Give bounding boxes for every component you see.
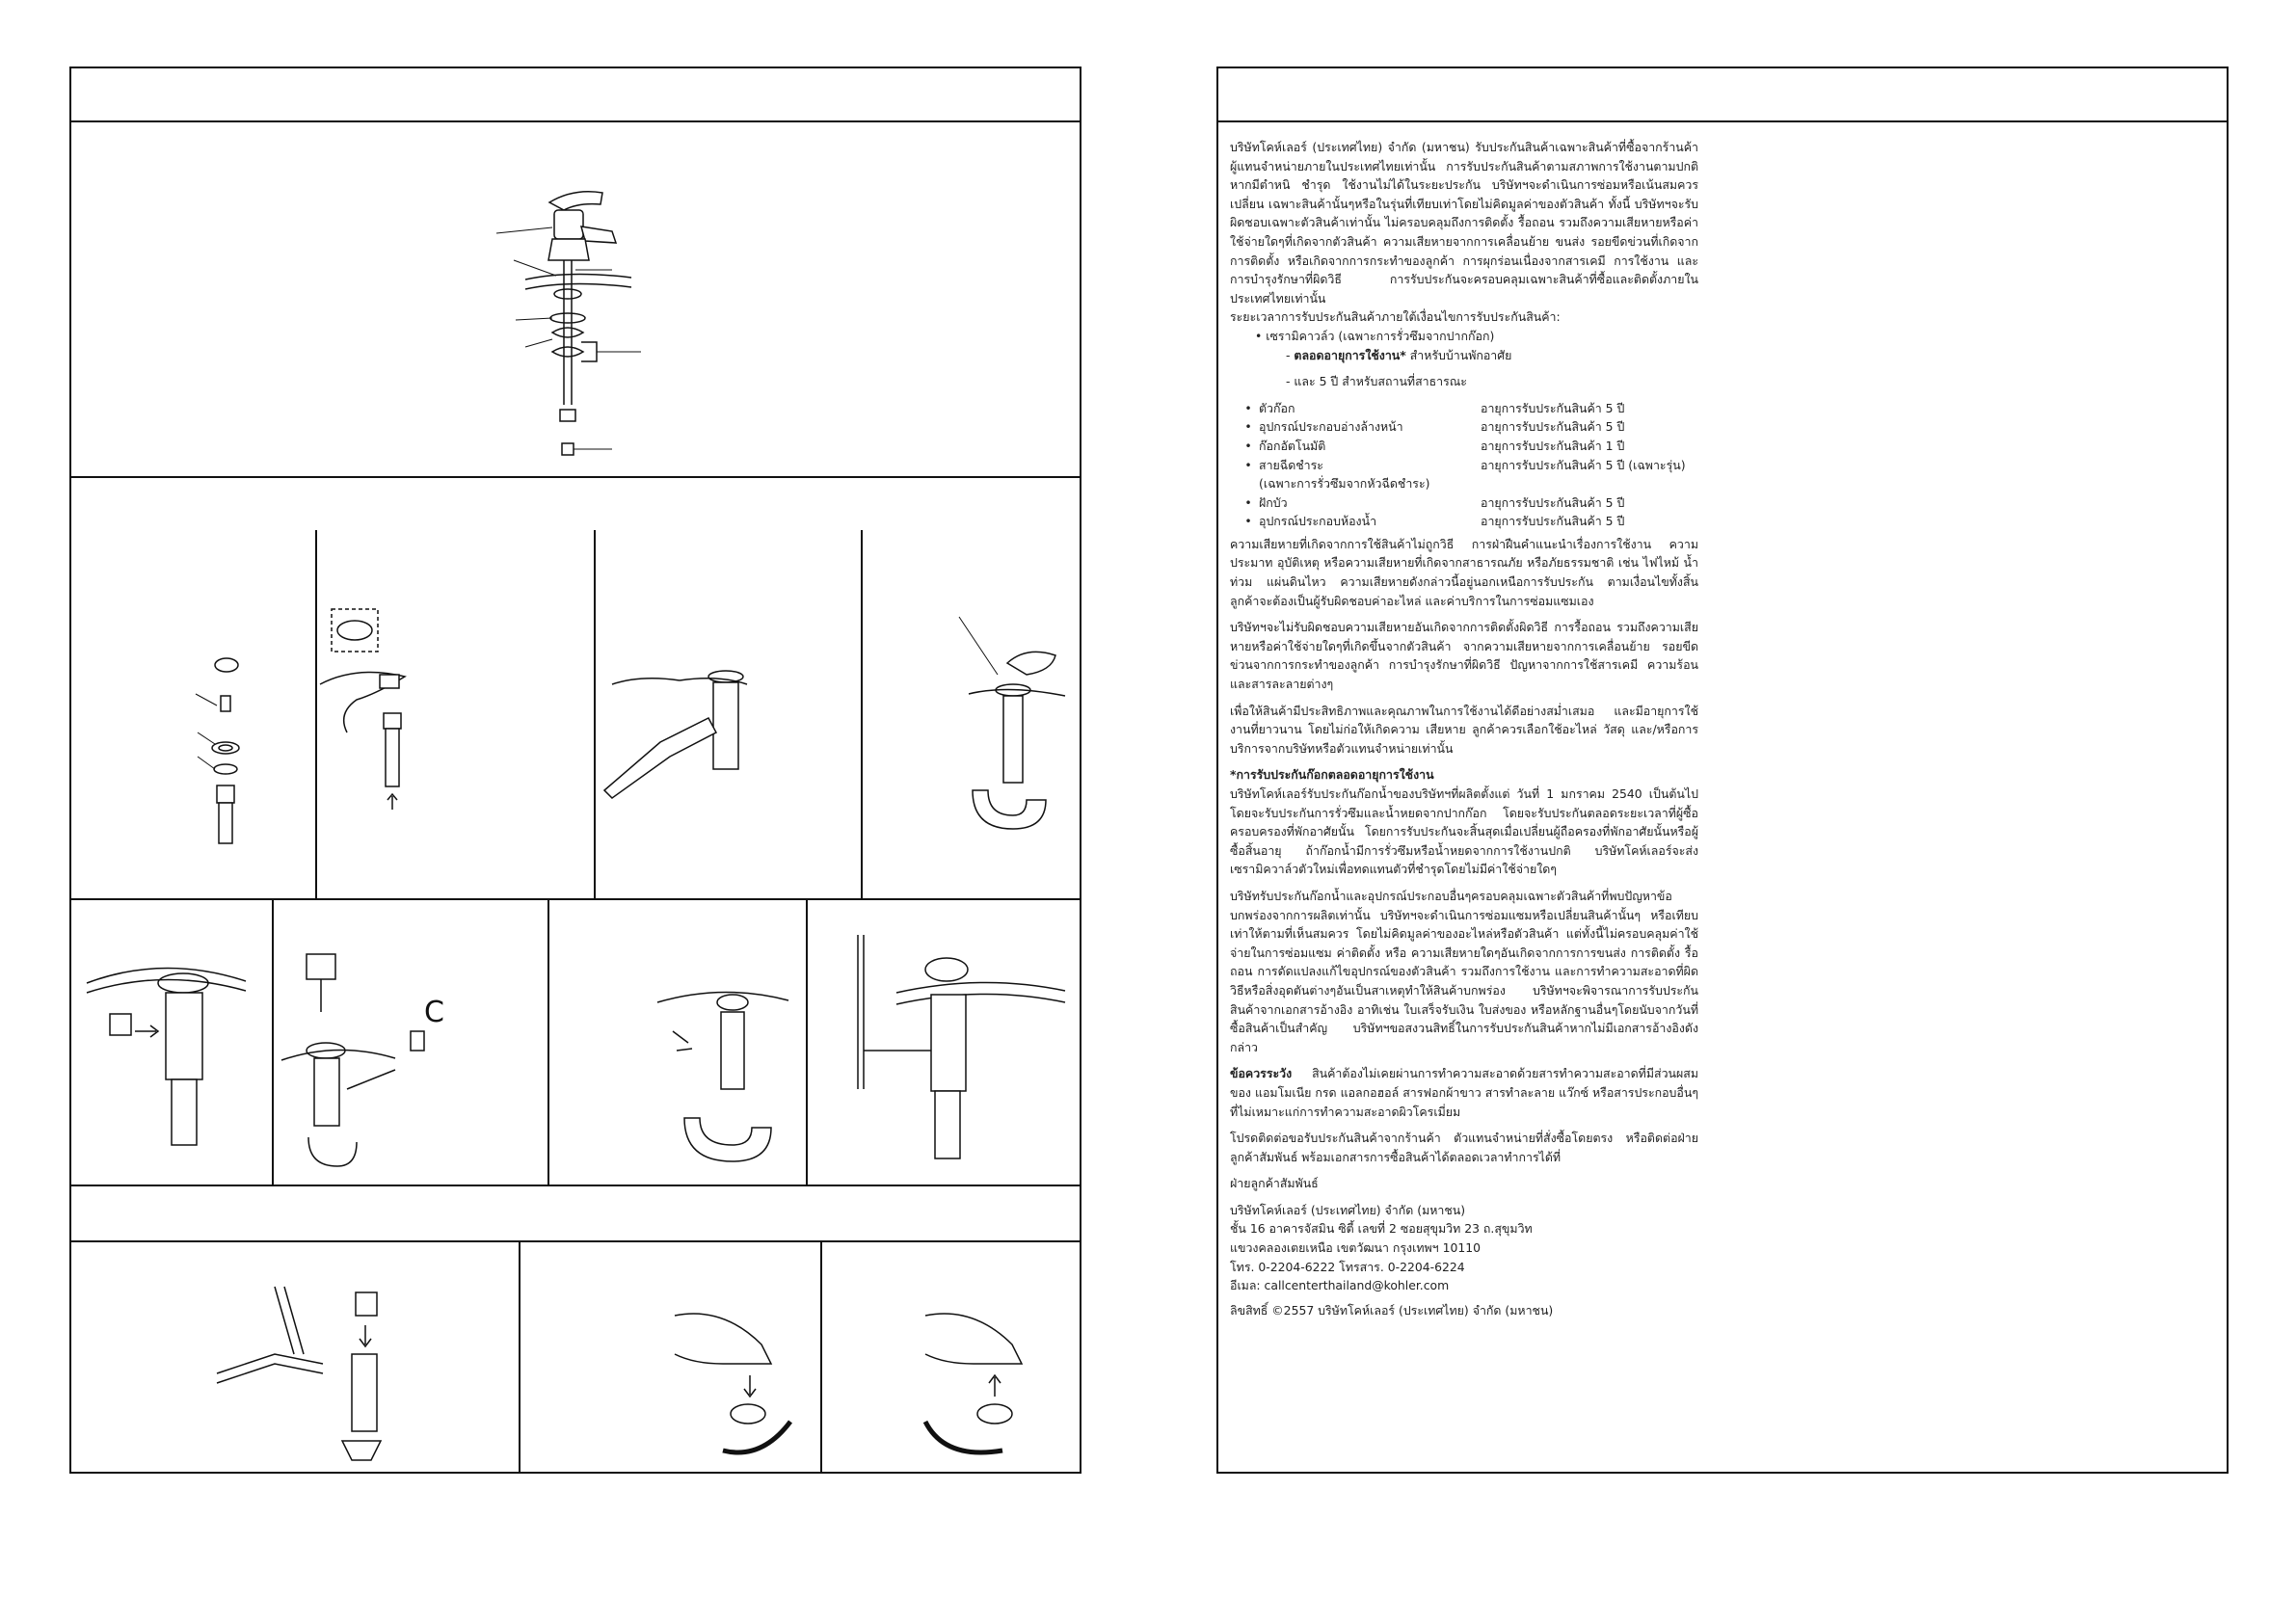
left-row-divider-4 xyxy=(69,1240,1081,1242)
address-line: ชั้น 16 อาคารจัสมิน ซิตี้ เลขที่ 2 ซอยสุขุมวิท 23 ถ.สุขุมวิท xyxy=(1230,1221,1533,1237)
drain-nut-illustration xyxy=(77,954,251,1147)
address-line: แขวงคลองเตยเหนือ เขตวัฒนา กรุงเทพฯ 10110 xyxy=(1230,1240,1481,1256)
row5-divider-b xyxy=(820,1240,822,1474)
warranty-installation-liability: บริษัทฯจะไม่รับผิดชอบความเสียหายอันเกิดจากการติดตั้งผิดวิธี การรื้อถอน รวมถึงความเสียหายหรือค่าใช้จ่ายใดๆที่เกิดขึ้นจากตัวสินค้า จากความเสียหายจากการเคลื่อนย้าย รอยขีดข่วนจากการกระทำของลูกค้า การบำรุงรักษาที่ผิดวิธี ปัญหาจากการใช้สารเคมี ความร้อนและสารละลายต่างๆ xyxy=(1230,620,1698,692)
warranty-intro: บริษัทโคห์เลอร์ (ประเทศไทย) จำกัด (มหาชน) รับประกันสินค้าเฉพาะสินค้าที่ซื้อจากร้านค้าผู้แทนจำหน่ายภายในประเทศไทยเท่านั้น การรับประกันสินค้าตามสภาพการใช้งานตามปกติ หากมีตำหนิ ชำรุด ใช้งานไม่ได้ในระยะประกัน บริษัทฯจะดำเนินการซ่อมหรือเน้นสมควรเปลี่ยน เฉพาะสินค้านั้นๆหรือในรุ่นที่เทียบเท่าโดยไม่คิดมูลค่าของตัวสินค้า ทั้งนี้ บริษัทฯจะรับผิดชอบเฉพาะตัวสินค้าเท่านั้น ไม่ครอบคลุมถึงการติดตั้ง รื้อถอน รวมถึงความเสียหายหรือค่าใช้จ่ายใดๆที่เกิดจากตัวสินค้า ความเสียหายจากการเคลื่อนย้าย ขนส่ง รอยขีดข่วนที่เกิดจากการติดตั้ง หรือเกิดจากการกระทำของลูกค้า การผุกร่อนเนื่องจากสารเคมี การใช้งาน และการบำรุงรักษาที่ผิดวิธี การรับประกันจะครอบคลุมเฉพาะสินค้าที่ซื้อและติดตั้งภายในประเทศไทยเท่านั้น xyxy=(1230,140,1698,306)
row3-divider-a xyxy=(272,898,274,1185)
aerator-remove-illustration xyxy=(665,1306,810,1460)
lifetime-warranty-heading: *การรับประกันก๊อกตลอดอายุการใช้งาน xyxy=(1230,767,1434,783)
sealant-apply-illustration xyxy=(959,617,1075,848)
left-row-divider-3 xyxy=(69,1185,1081,1186)
coverage-row: • อุปกรณ์ประกอบอ่างล้างหน้า อายุการรับประกันสินค้า 5 ปี xyxy=(1244,419,1625,435)
row2-divider-c xyxy=(861,530,863,898)
wrench-tighten-illustration xyxy=(602,665,757,800)
lifetime-warranty-text: บริษัทโคห์เลอร์รับประกันก๊อกน้ำของบริษัทฯที่ผลิตตั้งแต่ วันที่ 1 มกราคม 2540 เป็นต้นไป โดยจะรับประกันการรั่วซึมและน้ำหยดจากปากก๊อก โดยจะรับประกันตลอดระยะเวลาที่ผู้ซื้อครอบครองที่พักอาศัยนั้น โดยการรับประกันจะสิ้นสุดเมื่อเปลี่ยนผู้ถือครองที่พักอาศัยนั้นหรือผู้ซื้อสิ้นอายุ ถ้าก๊อกน้ำมีการรั่วซึมหรือน้ำหยดจากการใช้งานปกติ บริษัทโคห์เลอร์จะส่งเซรามิควาล์วตัวใหม่เพื่อทดแทนตัวที่ชำรุดโดยไม่มีค่าใช้จ่ายใดๆ xyxy=(1230,786,1698,877)
row2-divider-a xyxy=(315,530,317,898)
warranty-period-heading: ระยะเวลาการรับประกันสินค้าภายใต้เงื่อนไขการรับประกันสินค้า: xyxy=(1230,309,1561,325)
row3-divider-b xyxy=(547,898,549,1185)
coverage-row: • สายฉีดชำระ อายุการรับประกันสินค้า 5 ปี (เฉพาะรุ่น) xyxy=(1244,457,1686,472)
svg-text:C: C xyxy=(424,996,444,1029)
aerator-install-illustration xyxy=(916,1306,1060,1460)
pop-up-adjust-illustration xyxy=(655,983,790,1166)
drain-parts-illustration xyxy=(188,655,255,848)
copyright: ลิขสิทธิ์ ©2557 บริษัทโคห์เลอร์ (ประเทศไทย) จำกัด (มหาชน) xyxy=(1230,1302,1554,1318)
warranty-defects-text: บริษัทรับประกันก๊อกน้ำและอุปกรณ์ประกอบอื่นๆครอบคลุมเฉพาะตัวสินค้าที่พบปัญหาข้อบกพร่องจากการผลิตเท่านั้น บริษัทฯจะดำเนินการซ่อมแซมหรือเปลี่ยนสินค้านั้นๆ หรือเทียบเท่าให้ตามที่เห็นสมควร โดยไม่คิดมูลค่าของอะไหล่หรือตัวสินค้า แต่ทั้งนี้ไม่ครอบคลุมค่าใช้จ่ายในการซ่อมแซม ค่าติดตั้ง หรือ ความเสียหายใดๆอันเกิดจากการการขนส่ง การติดตั้ง รื้อถอน การดัดแปลงแก้ไขอุปกรณ์ของตัวสินค้า รวมถึงการใช้งาน และการทำความสะอาดที่ผิดวิธีหรือสิ่งอุดตันต่างๆอันเป็นสาเหตุทำให้สินค้าบกพร่อง บริษัทฯจะพิจารณาการรับประกันสินค้าจากเอกสารอ้างอิง อาทิเช่น ใบเสร็จรับเงิน ใบส่งของ หรือหลักฐานอื่นๆโดยนับจากวันที่ซื้อสินค้าเป็นสำคัญ บริษัทฯขอสงวนสิทธิ์ในการรับประกันสินค้าหากไม่มีเอกสารอ้างอิงดังกล่าว xyxy=(1230,888,1698,1054)
warranty-exclusions: ความเสียหายที่เกิดจากการใช้สินค้าไม่ถูกวิธี การฝ่าฝืนคำแนะนำเรื่องการใช้งาน ความประมาท อุบัติเหตุ หรือความเสียหายที่เกิดจากสาธารณภัย หรือภัยธรรมชาติ เช่น ไฟไหม้ น้ำท่วม แผ่นดินไหว ความเสียหายดังกล่าวนี้อยู่นอกเหนือการรับประกัน ตามเงื่อนไขทั้งสิ้น ลูกค้าจะต้องเป็นผู้รับผิดชอบค่าอะไหล่ และค่าบริการในการซ่อมแซมเอง xyxy=(1230,536,1698,608)
coverage-note: (เฉพาะการรั่วซึมจากหัวฉีดชำระ) xyxy=(1259,476,1430,492)
pop-up-rod-illustration xyxy=(280,945,463,1171)
left-row-divider-1 xyxy=(69,476,1081,478)
email-line: อีเมล: callcenterthailand@kohler.com xyxy=(1230,1278,1450,1293)
ceramic-valve-line: • เซรามิคาวล์ว (เฉพาะการรั่วซึมจากปากก๊อก) xyxy=(1255,328,1495,343)
lifetime-line: - ตลอดอายุการใช้งาน* สำหรับบ้านพักอาศัย xyxy=(1286,347,1512,362)
public-5yr-line: - และ 5 ปี สำหรับสถานที่สาธารณะ xyxy=(1286,374,1467,389)
basin-drain-install-illustration xyxy=(318,607,424,819)
coverage-row: • ฝักบัว อายุการรับประกันสินค้า 5 ปี xyxy=(1244,494,1625,510)
right-header-divider xyxy=(1216,120,2229,122)
row5-divider-a xyxy=(519,1240,521,1474)
warranty-text xyxy=(1230,138,1698,1319)
address-line: บริษัทโคห์เลอร์ (ประเทศไทย) จำกัด (มหาชน) xyxy=(1230,1202,1466,1217)
faucet-assembly-illustration xyxy=(496,183,651,463)
row2-divider-b xyxy=(594,530,596,898)
row3-divider-c xyxy=(806,898,808,1185)
phone-fax-line: โทร. 0-2204-6222 โทรสาร. 0-2204-6224 xyxy=(1230,1259,1465,1274)
customer-relations-dept: ฝ่ายลูกค้าสัมพันธ์ xyxy=(1230,1176,1319,1191)
caution-text: ข้อควรระวัง สินค้าต้องไม่เคยผ่านการทำความสะอาดด้วยสารทำความสะอาดที่มีส่วนผสมของ แอมโมเนีย กรด แอลกอฮอล์ สารฟอกผ้าขาว สารทำละลาย แว๊กซ์ หรือสารประกอบอื่นๆ ที่ไม่เหมาะแก่การทำความสะอาดผิวโครเมี่ยม xyxy=(1230,1066,1698,1119)
coverage-row: • อุปกรณ์ประกอบห้องน้ำ อายุการรับประกันสินค้า 5 ปี xyxy=(1244,514,1625,529)
left-row-divider-2 xyxy=(69,898,1081,900)
warranty-genuine-parts: เพื่อให้สินค้ามีประสิทธิภาพและคุณภาพในการใช้งานได้ดีอย่างสม่ำเสมอ และมีอายุการใช้งานที่ยาวนาน โดยไม่ก่อให้เกิดความ เสียหาย ลูกค้าควรเลือกใช้อะไหล่ วัสดุ และ/หรือการบริการจากบริษัทหรือตัวแทนจำหน่ายเท่านั้น xyxy=(1230,703,1698,756)
company-address xyxy=(1230,1201,1698,1295)
coverage-row: • ตัวก๊อก อายุการรับประกันสินค้า 5 ปี xyxy=(1244,400,1625,415)
supply-hose-illustration xyxy=(217,1287,458,1460)
left-header-divider xyxy=(69,120,1081,122)
coverage-row: • ก๊อกอัตโนมัติ อายุการรับประกันสินค้า 1 ปี xyxy=(1244,438,1625,453)
contact-instructions: โปรดติดต่อขอรับประกันสินค้าจากร้านค้า ตัวแทนจำหน่ายที่สั่งซื้อโดยตรง หรือติดต่อฝ่ายลูกค้าสัมพันธ์ พร้อมเอกสารการซื้อสินค้าได้ตลอดเวลาทำการได้ที่ xyxy=(1230,1131,1698,1164)
pivot-rod-assembly-illustration xyxy=(839,935,1070,1166)
